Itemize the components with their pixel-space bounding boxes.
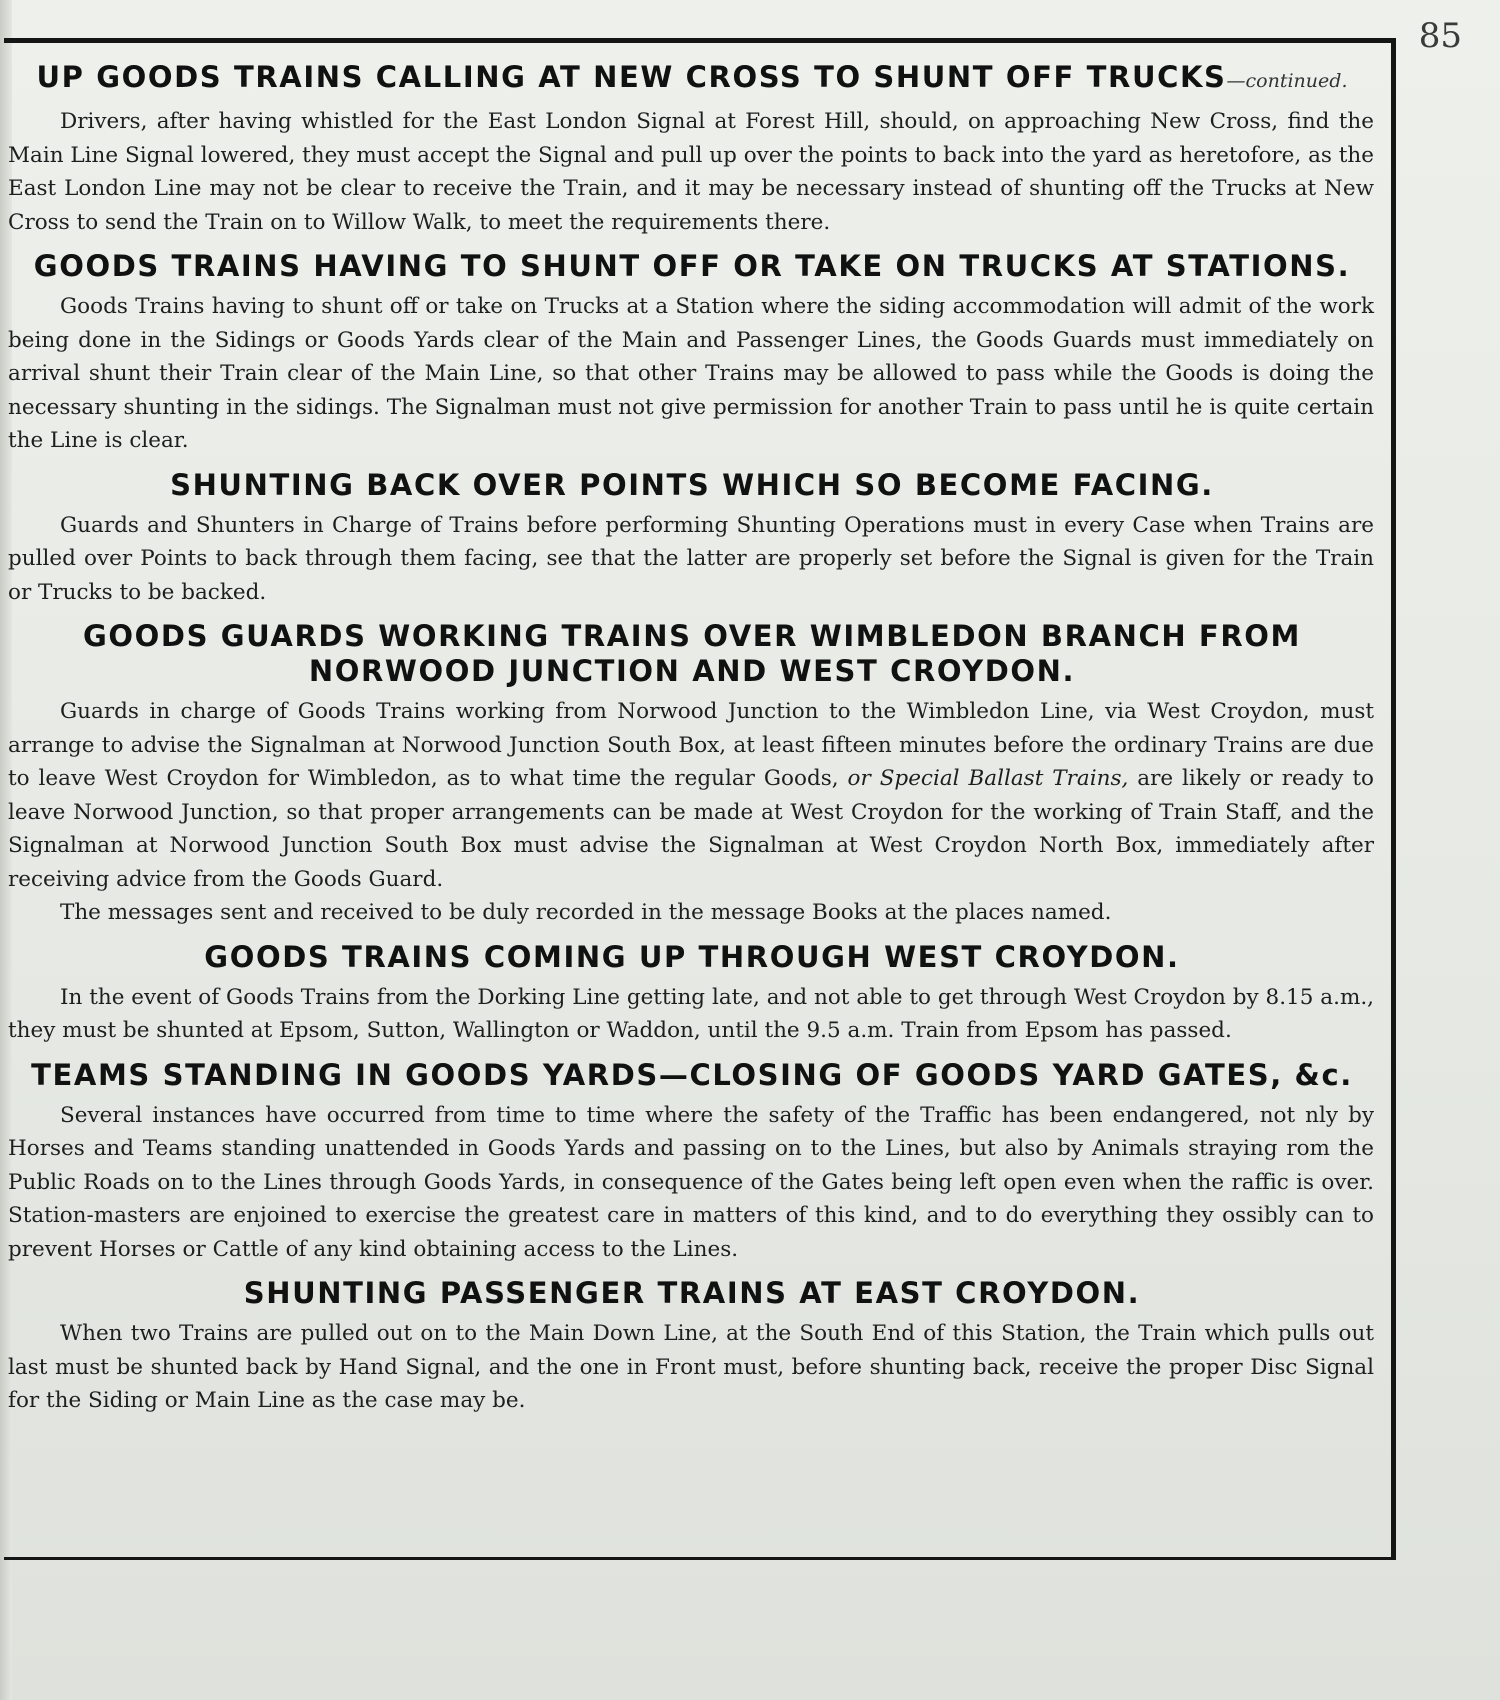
paragraph-text: Several instances have occurred from time to time where the safety of the Traffic has been endangered, not nly by Horses and Teams standing unattended in Goods Yards and passing on to the Lines, but also by Animals straying rom the Public Roads on to the Lines through Goods Yards, in consequence of the Gates being left open even when the raffic is over. Station-masters are enjoined to exercise the greatest care in matters of this kind, and to do everything they ossibly can to prevent Horses or Cattle of any kind obtaining access to the Lines. [8, 1102, 1374, 1262]
page-content [4, 60, 1380, 1428]
section-heading: TEAMS STANDING IN GOODS YARDS—CLOSING OF GOODS YARD GATES, &c. [31, 1057, 1353, 1092]
section-heading: SHUNTING BACK OVER POINTS WHICH SO BECOME FACING. [170, 467, 1214, 502]
section-shunting-back [4, 468, 1380, 610]
section-paragraph [4, 290, 1380, 458]
section-west-croydon [4, 940, 1380, 1048]
section-goods-yard-gates [4, 1058, 1380, 1267]
section-new-cross [4, 60, 1380, 239]
section-heading: GOODS GUARDS WORKING TRAINS OVER WIMBLEDON BRANCH FROM NORWOOD JUNCTION AND WEST CROYDON. [83, 619, 1301, 688]
section-paragraph [4, 981, 1380, 1048]
paragraph-text: are likely or ready to leave Norwood Junction, so that proper arrangements can be made at West Croydon for the working of Train Staff, and the Signalman at Norwood Junction South Box must advise the Signalman at West Croydon North Box, immediately after receiving advice from the Goods Guard. [8, 766, 1374, 892]
section-paragraph [4, 509, 1380, 610]
section-paragraph [4, 105, 1380, 239]
paragraph-text: Goods Trains having to shunt off or take on Trucks at a Station where the siding accommodation will admit of the work being done in the Sidings or Goods Yards clear of the Main and Passenger Lines, the Goods Guards must immediately on arrival shunt their Train clear of the Main Line, so that other Trains may be allowed to pass while the Goods is doing the necessary shunting in the sidings. The Signalman must not give permission for another Train to pass until he is quite certain the Line is clear. [8, 294, 1374, 453]
section-heading: SHUNTING PASSENGER TRAINS AT EAST CROYDON. [243, 1276, 1141, 1310]
heading-continued: —continued. [1226, 70, 1348, 92]
paragraph-text: The messages sent and received to be duly recorded in the message Books at the places named. [60, 900, 1112, 925]
section-paragraph [4, 1317, 1380, 1418]
section-paragraph [4, 896, 1380, 930]
heading-text: UP GOODS TRAINS CALLING AT NEW CROSS TO SHUNT OFF TRUCKS [36, 60, 1227, 94]
section-heading [4, 60, 1380, 99]
paragraph-text: Drivers, after having whistled for the East London Signal at Forest Hill, should, on approaching New Cross, find the Main Line Signal lowered, they must accept the Signal and pull up over the points to back into the yard as heretofore, as the East London Line may not be clear to receive the Train, and it may be necessary instead of shunting off the Trucks at New Cross to send the Train on to Willow Walk, to meet the requirements there. [8, 109, 1374, 235]
section-shunt-at-stations [4, 249, 1380, 458]
section-east-croydon [4, 1276, 1380, 1418]
section-wimbledon-branch [4, 619, 1380, 930]
section-paragraph [4, 1099, 1380, 1267]
section-paragraph [4, 695, 1380, 896]
page-number: 85 [1418, 16, 1462, 56]
section-heading: GOODS TRAINS HAVING TO SHUNT OFF OR TAKE ON TRUCKS AT STATIONS. [33, 249, 1351, 283]
paragraph-text: Guards and Shunters in Charge of Trains before performing Shunting Operations must in every Case when Trains are pulled over Points to back through them facing, see that the latter are properly set before the Signal is given for the Train or Trucks to be backed. [8, 512, 1374, 605]
paragraph-text: In the event of Goods Trains from the Dorking Line getting late, and not able to get through West Croydon by 8.15 a.m., they must be shunted at Epsom, Sutton, Wallington or Waddon, until the 9.5 a.m. Train from Epsom has passed. [8, 984, 1374, 1043]
section-heading: GOODS TRAINS COMING UP THROUGH WEST CROYDON. [204, 939, 1180, 974]
paragraph-italic-text: or Special Ballast Trains, [847, 766, 1129, 791]
paragraph-text: Guards in charge of Goods Trains working from Norwood Junction to the Wimbledon Line, via West Croydon, must arrange to advise the Signalman at Norwood Junction South Box, at least fifteen minutes before the ordinary Trains are due to leave West Croydon for Wimbledon, as to what time the regular Goods, [8, 699, 1374, 791]
paragraph-text: When two Trains are pulled out on to the Main Down Line, at the South End of this Station, the Train which pulls out last must be shunted back by Hand Signal, and the one in Front must, before shunting back, receive the proper Disc Signal for the Siding or Main Line as the case may be. [8, 1321, 1374, 1413]
